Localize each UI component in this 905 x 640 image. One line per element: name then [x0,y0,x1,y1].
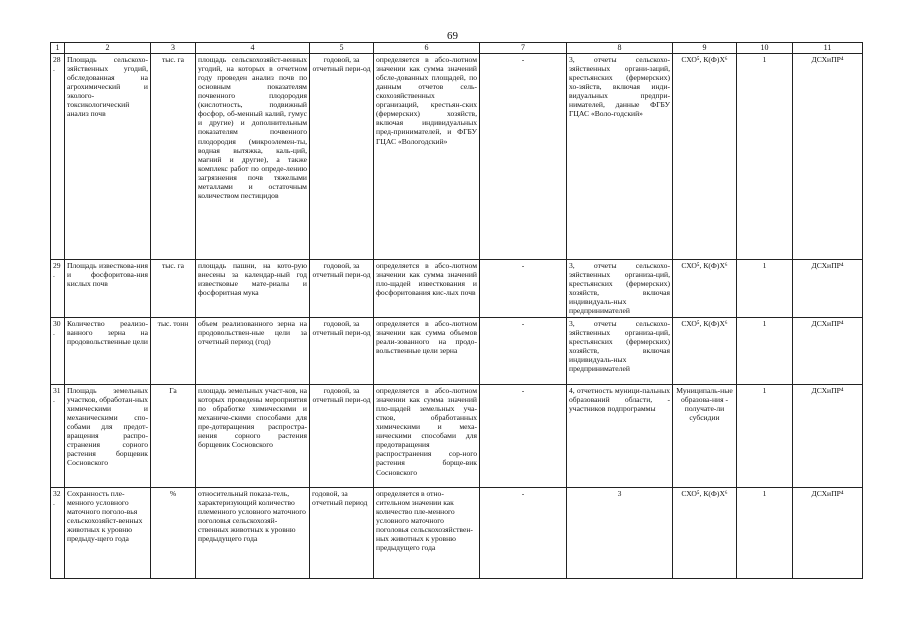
calculation-method: определяется в абсо-лютном значении как сумма значений обсле-дованных площадей, по данным отчетов сель-скохозяйственных организаций, крестьян-ских (фермерских) хозяйств, включая индивидуальных пред-принимателей, и ФГБУ ГЦАС «Вологодский» [374,53,480,259]
basic-indicators: - [480,384,567,487]
definition: площадь пашни, на кото-рую внесены за календар-ный год известковые мате-риалы и фосфоритная мука [196,259,310,317]
coverage: 1 [737,487,793,578]
periodicity: годовой, за отчетный период [310,487,374,578]
col-header-5: 5 [310,43,374,54]
col-header-1: 1 [51,43,65,54]
unit: тыс. га [151,259,196,317]
unit: % [151,487,196,578]
col-header-6: 6 [374,43,480,54]
basic-indicators: - [480,317,567,384]
col-header-3: 3 [151,43,196,54]
coverage: 1 [737,259,793,317]
basic-indicators: - [480,487,567,578]
indicator-name: Сохранность пле-менного условного маточного поголо-вья сельскохозяйст-венных животных к уровню предыду-щего года [65,487,151,578]
table-row [51,317,863,384]
page-number: 69 [447,30,458,42]
observation-object: СХО⁵, К(Ф)Х⁶ [673,259,737,317]
col-header-10: 10 [737,43,793,54]
col-header-11: 11 [793,43,863,54]
periodicity: годовой, за отчетный пери-од [310,53,374,259]
definition: площадь земельных участ-ков, на которых проведены мероприятия по обработке химическими и механиче-скими способами для пре-дотвращения распростра-нения сорного растения борщевик Сосновского [196,384,310,487]
indicators-table [50,42,863,579]
observation-object: СХО⁵, К(Ф)Х⁶ [673,317,737,384]
responsible: ДСХиПР⁴ [793,317,863,384]
indicator-name: Площадь сельскохо-зяйственных угодий, обследованная на агрохимический и эколого-токсикологический анализ почв [65,53,151,259]
basic-indicators: - [480,53,567,259]
table-row [51,384,863,487]
responsible: ДСХиПР⁴ [793,487,863,578]
responsible: ДСХиПР⁴ [793,259,863,317]
definition: объем реализованного зерна на продовольствен-ные цели за отчетный период (год) [196,317,310,384]
data-source: 4, отчетность муници-пальных образований области, - участников подпрограммы [567,384,673,487]
row-number: 30. [51,317,65,384]
periodicity: годовой, за отчетный пери-од [310,317,374,384]
row-number: 32. [51,487,65,578]
data-source: 3, отчеты сельскохо-зяйственных органи-заций, крестьянских (фермерских) хо-зяйств, включая инди-видуальных предпри-нимателей, данные ФГБУ ГЦАС «Воло-годский» [567,53,673,259]
row-number: 29. [51,259,65,317]
calculation-method: определяется в абсо-лютном значении как сумма объемов реали-зованного на продо-вольственные цели зерна [374,317,480,384]
observation-object: СХО⁵, К(Ф)Х⁶ [673,53,737,259]
indicator-name: Площадь земельных участков, обработан-ных химическими и механическими спо-собами для предот-вращения распро-странения сорного растения борщевик Сосновского [65,384,151,487]
row-number: 31. [51,384,65,487]
col-header-4: 4 [196,43,310,54]
calculation-method: определяется в абсо-лютном значении как сумма значений пло-щадей земельных уча-стков, обработанных химическими и меха-ническими способами для предотвращения распространения сор-ного растения борще-вик Сосновского [374,384,480,487]
indicator-name: Количество реализо-ванного зерна на продовольственные цели [65,317,151,384]
coverage: 1 [737,53,793,259]
periodicity: годовой, за отчетный пери-од [310,259,374,317]
col-header-9: 9 [673,43,737,54]
table-row [51,53,863,259]
unit: тыс. тонн [151,317,196,384]
observation-object: СХО⁵, К(Ф)Х⁶ [673,487,737,578]
unit: тыс. га [151,53,196,259]
calculation-method: определяется в абсо-лютном значении как сумма значений пло-щадей известкования и фосфоритования кис-лых почв [374,259,480,317]
coverage: 1 [737,317,793,384]
periodicity: годовой, за отчетный пери-од [310,384,374,487]
observation-object: Муниципаль-ные образова-ния - получате-ли субсидии [673,384,737,487]
header-row [51,43,863,54]
col-header-7: 7 [480,43,567,54]
col-header-8: 8 [567,43,673,54]
definition: относительный показа-тель, характеризующий количество племенного условного маточного поголовья сельскохозяй-ственных животных к уровню предыдущего года [196,487,310,578]
unit: Га [151,384,196,487]
table-row [51,487,863,578]
col-header-2: 2 [65,43,151,54]
data-source: 3, отчеты сельскохо-зяйственных организа-ций, крестьянских (фермерских) хозяйств, включая индивидуаль-ных предпринимателей [567,317,673,384]
data-source: 3, отчеты сельскохо-зяйственных организа-ций, крестьянских (фермерских) хозяйств, включая индивидуаль-ных предпринимателей [567,259,673,317]
coverage: 1 [737,384,793,487]
indicator-name: Площадь известкова-ния и фосфоритова-ния кислых почв [65,259,151,317]
calculation-method: определяется в отно-сительном значении как количество пле-менного условного маточного поголовья сельскохозяйствен-ных животных к уровню предыдущего года [374,487,480,578]
data-source: 3 [567,487,673,578]
responsible: ДСХиПР⁴ [793,53,863,259]
table-row [51,259,863,317]
responsible: ДСХиПР⁴ [793,384,863,487]
row-number: 28. [51,53,65,259]
definition: площадь сельскохозяйст-венных угодий, на которых в отчетном году проведен анализ почв по основным показателям почвенного плодородия (кислотность, подвижный фосфор, об-менный калий, гумус и другие) и дополнительным показателям почвенного плодородия (микроэлемен-ты, водная вытяжка, каль-ций, магний и другие), а также комплекс работ по опреде-лению загрязнения почв тяжелыми металлами и остаточным количеством пестицидов [196,53,310,259]
basic-indicators: - [480,259,567,317]
